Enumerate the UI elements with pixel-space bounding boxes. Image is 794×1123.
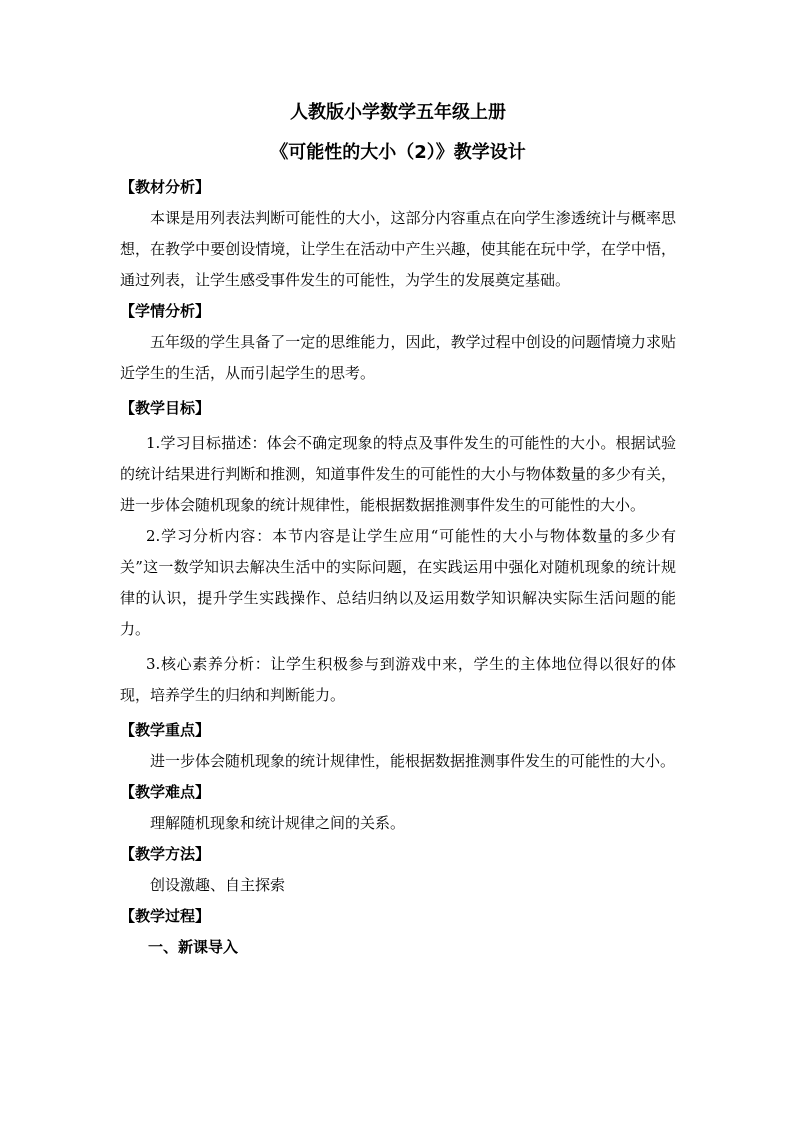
key-points-text: 进一步体会随机现象的统计规律性，能根据数据推测事件发生的可能性的大小。 <box>150 752 676 770</box>
section-heading-process: 【教学过程】 <box>120 907 211 925</box>
document-title-line2: 《可能性的大小（2）》教学设计 <box>270 142 526 163</box>
section-difficulties <box>120 777 676 839</box>
process-step-1: 一、新课导入 <box>148 938 239 956</box>
student-analysis-text: 五年级的学生具备了一定的思维能力，因此，教学过程中创设的问题情境力求贴近学生的生活，从而引起学生的思考。 <box>120 333 676 382</box>
goal-item-3: 3.核心素养分析：让学生积极参与到游戏中来，学生的主体地位得以很好的体现，培养学生的归纳和判断能力。 <box>120 655 676 704</box>
goal-item-2: 2.学习分析内容：本节内容是让学生应用“可能性的大小与物体数量的多少有关”这一数学知识去解决生活中的实际问题，在实践运用中强化对随机现象的统计规律的认识，提升学生实践操作、总结归纳以及运用数学知识解决实际生活问题的能力。 <box>120 527 676 638</box>
document-title-line1: 人教版小学数学五年级上册 <box>290 102 506 123</box>
section-teaching-goals <box>120 393 676 711</box>
section-methods <box>120 839 676 901</box>
material-analysis-text: 本课是用列表法判断可能性的大小，这部分内容重点在向学生渗透统计与概率思想，在教学中要创设情境，让学生在活动中产生兴趣，使其能在玩中学，在学中悟，通过列表，让学生感受事件发生的可能性，为学生的发展奠定基础。 <box>120 209 676 289</box>
section-process <box>120 901 676 963</box>
section-key-points <box>120 715 676 777</box>
section-heading-key-points: 【教学重点】 <box>120 721 211 739</box>
goal-item-1: 1.学习目标描述：体会不确定现象的特点及事件发生的可能性的大小。根据试验的统计结果进行判断和推测，知道事件发生的可能性的大小与物体数量的多少有关，进一步体会随机现象的统计规律性，能根据数据推测事件发生的可能性的大小。 <box>120 434 676 514</box>
section-heading-difficulties: 【教学难点】 <box>120 783 211 801</box>
methods-text: 创设激趣、自主探索 <box>150 876 286 894</box>
section-heading-methods: 【教学方法】 <box>120 845 211 863</box>
section-heading-goals: 【教学目标】 <box>120 399 211 417</box>
section-material-analysis <box>120 172 676 296</box>
difficulties-text: 理解随机现象和统计规律之间的关系。 <box>150 814 406 832</box>
section-heading-material: 【教材分析】 <box>120 178 211 196</box>
section-heading-students: 【学情分析】 <box>120 302 211 320</box>
section-student-analysis <box>120 296 676 389</box>
